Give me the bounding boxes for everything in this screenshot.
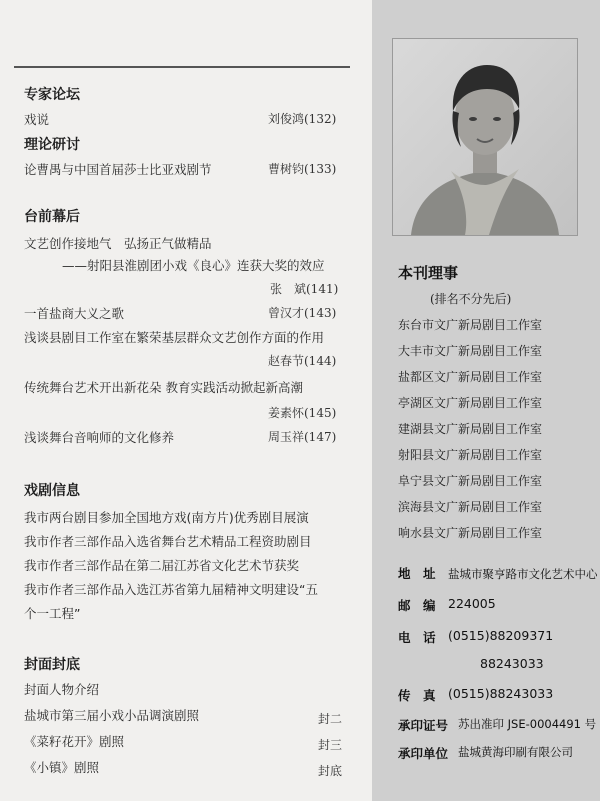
contact-value-phone-2: 88243033 bbox=[480, 656, 544, 671]
toc-entry: 盐城市第三届小戏小品调演剧照 bbox=[24, 708, 200, 723]
toc-author: 曾汉才(143) bbox=[268, 306, 337, 320]
board-member: 滨海县文广新局剧目工作室 bbox=[398, 500, 543, 514]
toc-page: 封三 bbox=[318, 738, 343, 752]
board-title: 本刊理事 bbox=[398, 264, 459, 282]
toc-author: 赵春节(144) bbox=[268, 354, 337, 368]
contact-label-printer: 承印单位 bbox=[398, 746, 449, 761]
board-member: 阜宁县文广新局剧目工作室 bbox=[398, 474, 543, 488]
toc-author: 曹树钧(133) bbox=[268, 162, 337, 176]
toc-entry: 传统舞台艺术开出新花朵 教育实践活动掀起新高潮 bbox=[24, 380, 303, 395]
section-title-covers: 封面封底 bbox=[24, 657, 80, 673]
contact-value-printer: 盐城黄海印刷有限公司 bbox=[458, 745, 573, 759]
toc-entry: 我市作者三部作品入选省舞台艺术精品工程资助剧目 bbox=[24, 534, 312, 549]
section-title-news: 戏剧信息 bbox=[24, 483, 80, 499]
toc-entry: 浅谈县剧目工作室在繁荣基层群众文艺创作方面的作用 bbox=[24, 330, 325, 345]
toc-entry: 个一工程” bbox=[24, 606, 81, 621]
toc-entry: 我市作者三部作品入选江苏省第九届精神文明建设“五 bbox=[24, 582, 318, 597]
toc-author: 刘俊鸿(132) bbox=[268, 112, 337, 126]
toc-author: 周玉祥(147) bbox=[268, 430, 337, 444]
board-member: 盐都区文广新局剧目工作室 bbox=[398, 370, 543, 384]
board-member: 响水县文广新局剧目工作室 bbox=[398, 526, 543, 540]
contact-value-postcode: 224005 bbox=[448, 596, 496, 611]
toc-entry: 我市两台剧目参加全国地方戏(南方片)优秀剧目展演 bbox=[24, 510, 309, 525]
board-note: (排名不分先后) bbox=[430, 292, 512, 306]
toc-entry: 论曹禺与中国首届莎士比亚戏剧节 bbox=[24, 162, 212, 177]
toc-page: 封底 bbox=[318, 764, 343, 778]
board-member: 东台市文广新局剧目工作室 bbox=[398, 318, 543, 332]
section-title-experts: 专家论坛 bbox=[24, 87, 80, 103]
toc-page: 封二 bbox=[318, 712, 343, 726]
toc-entry: 封面人物介绍 bbox=[24, 682, 100, 697]
contact-label-print-license: 承印证号 bbox=[398, 718, 449, 733]
contact-value-print-license: 苏出准印 JSE-0004491 号 bbox=[458, 717, 597, 731]
toc-entry: 《菜籽花开》剧照 bbox=[24, 734, 125, 749]
toc-author: 姜素怀(145) bbox=[268, 406, 337, 420]
contact-value-phone: (0515)88209371 bbox=[448, 628, 554, 643]
toc-entry: 文艺创作接地气 弘扬正气做精品 bbox=[24, 236, 212, 251]
toc-entry: ——射阳县淮剧团小戏《良心》连获大奖的效应 bbox=[62, 258, 325, 273]
contact-value-address: 盐城市聚亨路市文化艺术中心 bbox=[448, 567, 598, 581]
contact-label-fax: 传 真 bbox=[398, 688, 436, 703]
contact-label-postcode: 邮 编 bbox=[398, 598, 436, 613]
toc-entry: 我市作者三部作品在第二届江苏省文化艺术节获奖 bbox=[24, 558, 300, 573]
contact-label-phone: 电 话 bbox=[398, 630, 436, 645]
contact-label-address: 地 址 bbox=[398, 566, 436, 581]
toc-entry: 一首盐商大义之歌 bbox=[24, 306, 125, 321]
section-title-backstage: 台前幕后 bbox=[24, 209, 80, 225]
board-member: 大丰市文广新局剧目工作室 bbox=[398, 344, 543, 358]
board-member: 射阳县文广新局剧目工作室 bbox=[398, 448, 543, 462]
toc-entry: 《小镇》剧照 bbox=[24, 760, 100, 775]
toc-author: 张 斌(141) bbox=[270, 282, 339, 296]
portrait-illustration bbox=[393, 39, 577, 235]
section-title-theory: 理论研讨 bbox=[24, 137, 80, 153]
cover-portrait-photo bbox=[392, 38, 578, 236]
toc-entry: 戏说 bbox=[24, 112, 50, 127]
contact-value-fax: (0515)88243033 bbox=[448, 686, 554, 701]
board-member: 亭湖区文广新局剧目工作室 bbox=[398, 396, 543, 410]
top-rule bbox=[14, 66, 350, 68]
board-member: 建湖县文广新局剧目工作室 bbox=[398, 422, 543, 436]
toc-entry: 浅谈舞台音响师的文化修养 bbox=[24, 430, 175, 445]
